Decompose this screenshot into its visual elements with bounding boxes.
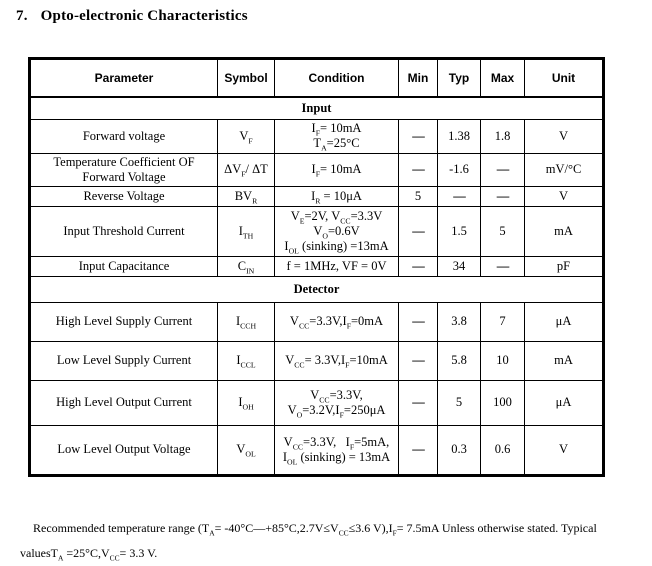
cell-parameter: Low Level Supply Current xyxy=(30,342,218,381)
table-row xyxy=(30,303,604,342)
header-condition: Condition xyxy=(275,59,399,97)
cell-condition: $I_R = 10\mu A$ xyxy=(275,187,399,207)
cell-parameter: Temperature Coefficient OF Forward Voltage xyxy=(30,153,218,187)
cell-typ: -1.6 xyxy=(438,153,481,187)
cell-min: — xyxy=(399,153,438,187)
cell-symbol: $I_{CCH}$ xyxy=(218,303,275,342)
cell-min: — xyxy=(399,342,438,381)
cell-condition: $V_{CC}= 3.3V,I_F=10mA$ xyxy=(275,342,399,381)
cell-min: — xyxy=(399,381,438,426)
cell-unit: V xyxy=(525,187,604,207)
cell-typ: 5 xyxy=(438,381,481,426)
cell-symbol: $C_{IN}$ xyxy=(218,257,275,277)
cell-max: 7 xyxy=(481,303,525,342)
table-row xyxy=(30,120,604,154)
table-row xyxy=(30,207,604,257)
cell-condition: f = 1MHz, VF = 0V xyxy=(275,257,399,277)
cell-typ: 1.38 xyxy=(438,120,481,154)
cell-min: — xyxy=(399,303,438,342)
cell-symbol: $V_{OL}$ xyxy=(218,426,275,476)
cell-symbol: $\Delta V_F/$ ΔT xyxy=(218,153,275,187)
section-row-detector xyxy=(30,277,604,303)
cell-min: — xyxy=(399,120,438,154)
cell-min: — xyxy=(399,257,438,277)
section-title: Opto-electronic Characteristics xyxy=(40,8,248,24)
header-symbol: Symbol xyxy=(218,59,275,97)
cell-condition: $I_F= 10mA$ $T_A=25^\circ C$ xyxy=(275,120,399,154)
cell-symbol: $I_{CCL}$ xyxy=(218,342,275,381)
section-number: 7. xyxy=(16,8,28,24)
cell-max: 5 xyxy=(481,207,525,257)
table-row xyxy=(30,187,604,207)
table-row xyxy=(30,426,604,476)
header-parameter: Parameter xyxy=(30,59,218,97)
cell-unit: V xyxy=(525,426,604,476)
cell-max: 100 xyxy=(481,381,525,426)
cell-min: 5 xyxy=(399,187,438,207)
cell-condition: $V_{CC}=3.3V,I_F=0mA$ xyxy=(275,303,399,342)
cell-unit: μA xyxy=(525,303,604,342)
cell-unit: mA xyxy=(525,207,604,257)
footnote: Recommended temperature range ($T_A=$ $-40^\circ C—+85^\circ C,2.7V\le V_{CC}\le 3.6$ $V),I_F= 7.5mA$ Unless otherwise stated. Typical valuesT$_A$ $=25^\circ C,V_{CC}= 3.3$ V. xyxy=(20,521,597,563)
table-row xyxy=(30,342,604,381)
characteristics-table xyxy=(28,57,605,477)
cell-typ: — xyxy=(438,187,481,207)
section-label: Detector xyxy=(30,277,604,303)
cell-unit: mA xyxy=(525,342,604,381)
cell-parameter: Low Level Output Voltage xyxy=(30,426,218,476)
table-row xyxy=(30,257,604,277)
cell-max: — xyxy=(481,153,525,187)
cell-unit: mV/°C xyxy=(525,153,604,187)
cell-typ: 3.8 xyxy=(438,303,481,342)
cell-min: — xyxy=(399,426,438,476)
cell-parameter: High Level Supply Current xyxy=(30,303,218,342)
cell-parameter: Input Capacitance xyxy=(30,257,218,277)
cell-typ: 1.5 xyxy=(438,207,481,257)
cell-condition: $V_{CC}=3.3V$, $I_F=5mA$, $I_{OL}$ (sinking) = 13mA xyxy=(275,426,399,476)
section-row-input xyxy=(30,97,604,120)
cell-condition: $V_{CC}=3.3V$, $V_O=3.2V,I_F=250\mu A$ xyxy=(275,381,399,426)
cell-condition: $I_F= 10mA$ xyxy=(275,153,399,187)
cell-symbol: $I_{TH}$ xyxy=(218,207,275,257)
table-header xyxy=(30,59,604,97)
cell-max: — xyxy=(481,187,525,207)
page-title xyxy=(16,8,248,25)
cell-parameter: High Level Output Current xyxy=(30,381,218,426)
cell-symbol: $I_{OH}$ xyxy=(218,381,275,426)
cell-typ: 0.3 xyxy=(438,426,481,476)
cell-min: — xyxy=(399,207,438,257)
cell-parameter: Input Threshold Current xyxy=(30,207,218,257)
cell-condition: $V_E=2V$, $V_{CC}=3.3V$ $V_O=0.6V$ $I_{OL}$ (sinking) =13mA xyxy=(275,207,399,257)
cell-unit: pF xyxy=(525,257,604,277)
cell-unit: μA xyxy=(525,381,604,426)
header-min: Min xyxy=(399,59,438,97)
cell-unit: V xyxy=(525,120,604,154)
header-unit: Unit xyxy=(525,59,604,97)
header-row xyxy=(30,59,604,97)
cell-parameter: Reverse Voltage xyxy=(30,187,218,207)
header-typ: Typ xyxy=(438,59,481,97)
cell-typ: 34 xyxy=(438,257,481,277)
cell-symbol: $V_F$ xyxy=(218,120,275,154)
cell-max: — xyxy=(481,257,525,277)
section-label: Input xyxy=(30,97,604,120)
cell-max: 1.8 xyxy=(481,120,525,154)
header-max: Max xyxy=(481,59,525,97)
table-row xyxy=(30,381,604,426)
cell-max: 0.6 xyxy=(481,426,525,476)
cell-typ: 5.8 xyxy=(438,342,481,381)
cell-symbol: $BV_R$ xyxy=(218,187,275,207)
cell-max: 10 xyxy=(481,342,525,381)
table-body xyxy=(30,97,604,476)
cell-parameter: Forward voltage xyxy=(30,120,218,154)
table-row xyxy=(30,153,604,187)
